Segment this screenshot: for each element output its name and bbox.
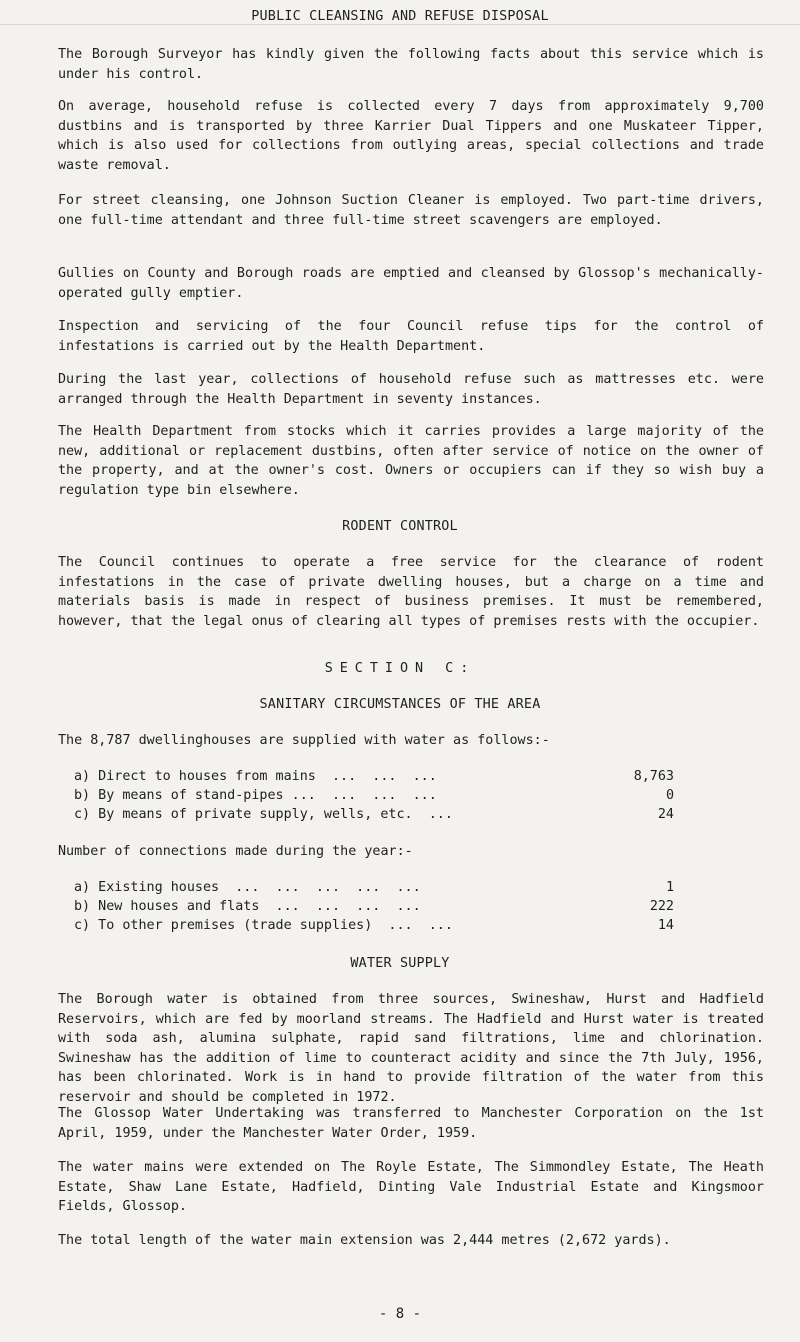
connection-row-label: b) New houses and flats ... ... ... ... bbox=[74, 899, 421, 914]
paragraph-water-sources: The Borough water is obtained from three sources, Swineshaw, Hurst and Hadfield Reservoirs, which are fed by moorland streams. The Hadfield and Hurst water is treated with soda ash, alumina sulphate, rapid sand filtrations, lime and chlorination. Swineshaw has the addition of lime to counteract acidity and since the 7th July, 1956, has been chlorinated. Work is in hand to provide filtration of the water from this reservoir and should be completed in 1972. bbox=[58, 992, 764, 1105]
connection-row bbox=[74, 916, 674, 936]
supply-row bbox=[74, 805, 674, 825]
supply-row bbox=[74, 786, 674, 806]
paragraph-water-mains: The water mains were extended on The Royle Estate, The Simmondley Estate, The Heath Estate, Shaw Lane Estate, Hadfield, Dinting Vale Industrial Estate and Kingsmoor Fields, Glossop. bbox=[58, 1160, 764, 1214]
supply-row-value: 8,763 bbox=[633, 769, 674, 784]
connection-row-value: 14 bbox=[657, 918, 674, 933]
supply-row bbox=[74, 767, 674, 787]
section-subheading: SANITARY CIRCUMSTANCES OF THE AREA bbox=[259, 697, 541, 712]
paragraph-household-refuse: On average, household refuse is collected every 7 days from approximately 9,700 dustbins and is transported by three Karrier Dual Tippers and one Muskateer Tipper, which is also used for collections from outlying areas, special collections and trade waste removal. bbox=[58, 99, 764, 173]
connection-row-value: 222 bbox=[649, 899, 674, 914]
connection-row-label: c) To other premises (trade supplies) ... ... bbox=[74, 918, 453, 933]
supply-row-value: 24 bbox=[657, 807, 674, 822]
paragraph-collections: During the last year, collections of household refuse such as mattresses etc. were arranged through the Health Department in seventy instances. bbox=[58, 372, 764, 407]
paragraph-refuse-tips: Inspection and servicing of the four Council refuse tips for the control of infestations is carried out by the Health Department. bbox=[58, 319, 764, 354]
connection-row-label: a) Existing houses ... ... ... ... ... bbox=[74, 880, 421, 895]
supply-row-label: c) By means of private supply, wells, etc. ... bbox=[74, 807, 453, 822]
supply-row-label: a) Direct to houses from mains ... ... ... bbox=[74, 769, 437, 784]
paragraph-gullies: Gullies on County and Borough roads are emptied and cleansed by Glossop's mechanically-operated gully emptier. bbox=[58, 266, 764, 301]
connection-row bbox=[74, 897, 674, 917]
page-number: - 8 - bbox=[378, 1306, 422, 1322]
paragraph-water-main-length: The total length of the water main extension was 2,444 metres (2,672 yards). bbox=[58, 1233, 671, 1248]
paragraph-dustbins: The Health Department from stocks which it carries provides a large majority of the new, additional or replacement dustbins, often after service of notice on the owner of the property, and at the owner's cost. Owners or occupiers can if they so wish buy a regulation type bin elsewhere. bbox=[58, 424, 764, 498]
paragraph-water-undertaking: The Glossop Water Undertaking was transferred to Manchester Corporation on the 1st April, 1959, under the Manchester Water Order, 1959. bbox=[58, 1106, 764, 1141]
rodent-control-heading: RODENT CONTROL bbox=[342, 519, 458, 534]
connection-row-value: 1 bbox=[665, 880, 674, 895]
connection-row bbox=[74, 878, 674, 898]
supply-row-value: 0 bbox=[665, 788, 674, 803]
section-heading: SECTION C: bbox=[324, 661, 476, 676]
connections-intro: Number of connections made during the year:- bbox=[58, 844, 413, 859]
water-supply-heading: WATER SUPPLY bbox=[350, 956, 450, 971]
water-supply-intro: The 8,787 dwellinghouses are supplied with water as follows:- bbox=[58, 733, 550, 748]
paragraph-street-cleansing: For street cleansing, one Johnson Suction Cleaner is employed. Two part-time drivers, one full-time attendant and three full-time street scavengers are employed. bbox=[58, 193, 764, 228]
paragraph-surveyor: The Borough Surveyor has kindly given the following facts about this service which is under his control. bbox=[58, 47, 764, 82]
supply-row-label: b) By means of stand-pipes ... ... ... ... bbox=[74, 788, 437, 803]
page-title: PUBLIC CLEANSING AND REFUSE DISPOSAL bbox=[251, 9, 549, 24]
paragraph-rodent-control: The Council continues to operate a free service for the clearance of rodent infestations in the case of private dwelling houses, but a charge on a time and materials basis is made in respect of business premises. It must be remembered, however, that the legal onus of clearing all types of premises rests with the occupier. bbox=[58, 555, 764, 629]
